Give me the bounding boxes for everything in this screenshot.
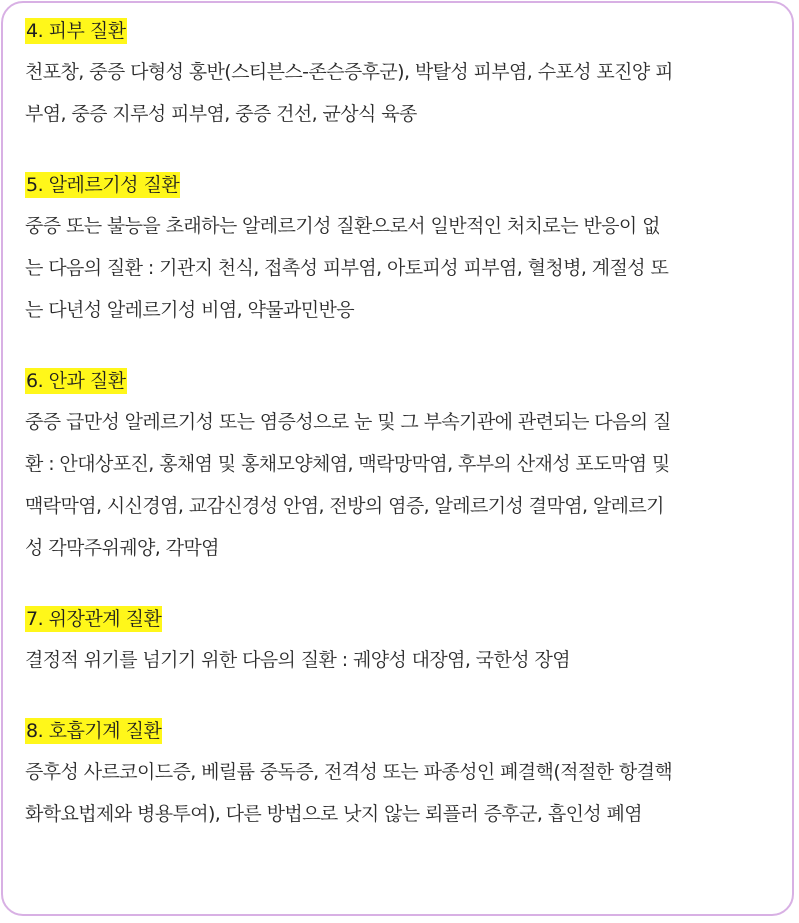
paragraph-line: 천포창, 중증 다형성 홍반(스티븐스-존슨증후군), 박탈성 피부염, 수포성 포진양 피 [25,61,673,83]
section-heading: 7. 위장관계 질환 [26,608,162,630]
paragraph-line: 증후성 사르코이드증, 베릴륨 중독증, 전격성 또는 파종성인 폐결핵(적절한 항결핵 [25,761,673,783]
document-content [25,18,777,835]
paragraph-line: 결정적 위기를 넘기기 위한 다음의 질환 : 궤양성 대장염, 국한성 장염 [25,649,570,671]
paragraph-line: 성 각막주위궤양, 각막염 [25,537,219,559]
section-gastrointestinal-disease [25,606,777,681]
section-heading: 6. 안과 질환 [26,370,126,392]
paragraph-line: 중증 또는 불능을 초래하는 알레르기성 질환으로서 일반적인 처치로는 반응이 없 [25,215,660,237]
paragraph-line: 부염, 중증 지루성 피부염, 중증 건선, 균상식 육종 [25,103,417,125]
paragraph-line: 환 : 안대상포진, 홍채염 및 홍채모양체염, 맥락망막염, 후부의 산재성 포도막염 및 [25,453,670,475]
section-heading: 8. 호흡기계 질환 [26,720,162,742]
paragraph-line: 화학요법제와 병용투여), 다른 방법으로 낫지 않는 뢰플러 증후군, 흡인성 폐염 [25,803,643,825]
section-heading: 4. 피부 질환 [26,20,126,42]
document-card [1,1,794,916]
paragraph-line: 는 다음의 질환 : 기관지 천식, 접촉성 피부염, 아토피성 피부염, 혈청병, 계절성 또 [25,257,669,279]
paragraph-line: 맥락막염, 시신경염, 교감신경성 안염, 전방의 염증, 알레르기성 결막염, 알레르기 [25,495,664,517]
paragraph-line: 중증 급만성 알레르기성 또는 염증성으로 눈 및 그 부속기관에 관련되는 다음의 질 [25,411,671,433]
section-allergic-disease [25,172,777,331]
paragraph-line: 는 다년성 알레르기성 비염, 약물과민반응 [25,299,355,321]
section-heading: 5. 알레르기성 질환 [26,174,180,196]
section-eye-disease [25,368,777,569]
section-respiratory-disease [25,718,777,835]
section-skin-disease [25,18,777,135]
